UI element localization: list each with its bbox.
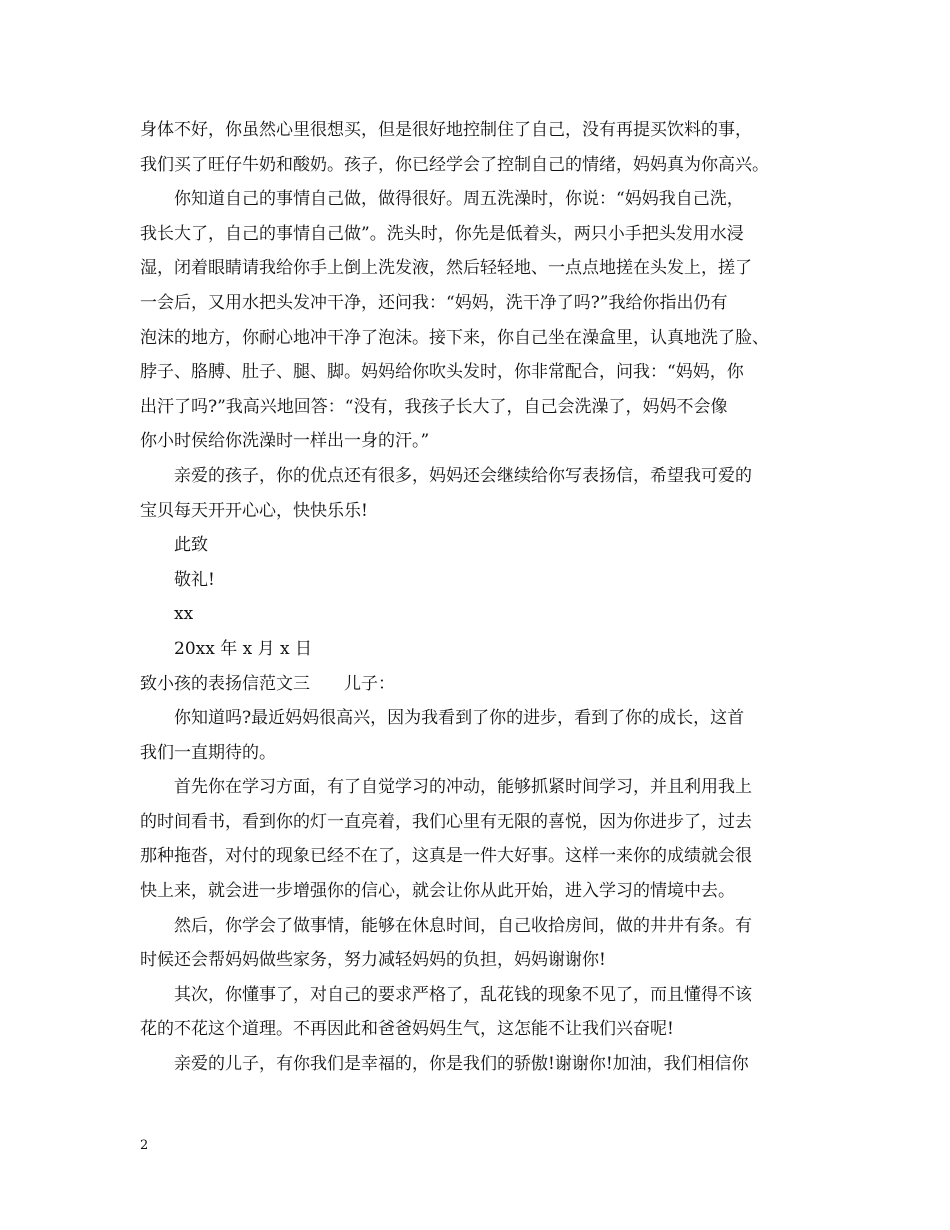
paragraph-start: 然后，你学会了做事情，能够在休息时间，自己收拾房间，做的井井有条。有 — [174, 915, 752, 936]
text-line: 花的不花这个道理。不再因此和爸爸妈妈生气，这怎能不让我们兴奋呢! — [140, 1019, 674, 1040]
paragraph-start: 你知道自己的事情自己做，做得很好。周五洗澡时，你说：“妈妈我自己洗， — [174, 189, 744, 210]
letter-body — [140, 113, 830, 1082]
text-line: 一会后，又用水把头发冲干净，还问我：“妈妈，洗干净了吗?”我给你指出仍有 — [140, 292, 728, 313]
text-line: 时候还会帮妈妈做些家务，努力减轻妈妈的负担，妈妈谢谢你! — [140, 950, 606, 971]
paragraph-start: 首先你在学习方面，有了自觉学习的冲动，能够抓紧时间学习，并且利用我上 — [174, 777, 752, 798]
closing-salutation: 此致 — [174, 535, 208, 556]
text-line: 湿，闭着眼睛请我给你手上倒上洗发液，然后轻轻地、一点点地搓在头发上，搓了 — [140, 258, 752, 279]
text-line: 那种拖沓，对付的现象已经不在了，这真是一件大好事。这样一来你的成绩就会很 — [140, 846, 752, 867]
text-line: 宝贝每天开开心心，快快乐乐! — [140, 500, 368, 521]
paragraph-start: 其次，你懂事了，对自己的要求严格了，乱花钱的现象不见了，而且懂得不该 — [174, 984, 752, 1005]
page-number: 2 — [140, 1138, 149, 1153]
text-line: 脖子、胳膊、肚子、腿、脚。妈妈给你吹头发时，你非常配合，问我：“妈妈，你 — [140, 362, 744, 383]
text-line: 我们一直期待的。 — [140, 742, 276, 763]
text-line: 的时间看书，看到你的灯一直亮着，我们心里有无限的喜悦，因为你进步了，过去 — [140, 811, 752, 832]
text-line: 泡沫的地方，你耐心地冲干净了泡沫。接下来，你自己坐在澡盒里，认真地洗了脸、 — [140, 327, 769, 348]
text-line: 快上来，就会进一步增强你的信心，就会让你从此开始，进入学习的情境中去。 — [140, 881, 735, 902]
closing-regards: 敬礼! — [174, 569, 215, 590]
section-heading: 致小孩的表扬信范文三 儿子： — [140, 673, 395, 694]
text-line: 身体不好，你虽然心里很想买，但是很好地控制住了自己，没有再提买饮料的事， — [140, 120, 752, 140]
text-line: 你小时侯给你洗澡时一样出一身的汗。” — [140, 431, 430, 452]
text-line: 我长大了，自己的事情自己做”。洗头时，你先是低着头，两只小手把头发用水浸 — [140, 223, 744, 244]
paragraph-start: 你知道吗?最近妈妈很高兴，因为我看到了你的进步，看到了你的成长，这首 — [174, 708, 745, 729]
signature: xx — [174, 604, 194, 625]
paragraph-start: 亲爱的儿子，有你我们是幸福的，你是我们的骄傲!谢谢你!加油，我们相信你 — [174, 1054, 749, 1075]
letter-date: 20xx 年 x 月 x 日 — [174, 638, 313, 659]
paragraph-start: 亲爱的孩子，你的优点还有很多，妈妈还会继续给你写表扬信，希望我可爱的 — [174, 465, 752, 486]
text-line: 出汗了吗?”我高兴地回答：“没有，我孩子长大了，自己会洗澡了，妈妈不会像 — [140, 396, 728, 417]
text-line: 我们买了旺仔牛奶和酸奶。孩子，你已经学会了控制自己的情绪，妈妈真为你高兴。 — [140, 154, 769, 175]
